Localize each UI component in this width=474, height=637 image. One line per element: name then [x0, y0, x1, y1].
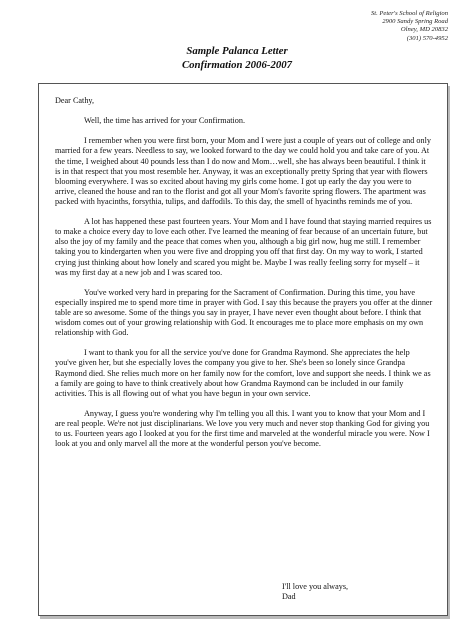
paragraph-6: Anyway, I guess you're wondering why I'm telling you all this. I want you to know that your Mom and I are real people. We're not just disciplinarians. We love you very much and never stop thanking God for giving you to us. Fourteen years ago I looked at you for the first time and marveled at the wonderful miracle you were. Now I look at you and only marvel all the more at the wonderful person you've become.: [55, 408, 430, 449]
document-title: [0, 44, 474, 72]
letter-body: [55, 96, 433, 459]
paragraph-2: I remember when you were first born, your Mom and I were just a couple of years out of college and only married for a few years. Needless to say, we looked forward to the day we could hold you and take care of you. At the time, I weighed about 40 pounds less than I do now and Mom…well, she has always been beautiful. I think it is in that respect that you most resemble her. Anyway, it was an exceptionally pretty Spring that year with flowers blooming everywhere. I was so excited about having my girls come home. I got up early the day you were to arrive, cleaned the house and ran to the florist and got all your Mom's favorite spring flowers. The apartment was packed with hyacinths, forsythia, tulips, and daffodils. To this day, the smell of hyacinths reminds me of you.: [55, 136, 431, 206]
paragraph-3: A lot has happened these past fourteen years. Your Mom and I have found that staying married requires us to make a choice every day to love each other. I've learned the meaning of fear because of an uncertain future, but also the joy of my family and the peace that comes when you, although a big girl now, hug me still. I remember taking you to kindergarten when you were five and dropping you off that first day. On my way to work, I started crying just thinking about how lonely and scared you might be. Maybe I was really feeling sorry for myself – it was my first day at a new job and I was scared too.: [55, 217, 432, 277]
school-street: 2900 Sandy Spring Road: [382, 18, 448, 26]
salutation: Dear Cathy,: [55, 96, 95, 105]
paragraph-5: I want to thank you for all the service you've done for Grandma Raymond. She appreciates the help you've given her, but she especially loves the company you give to her. She's been so lonely since Grandpa Raymond died. She relies much more on her family now for the comfort, love and support she needs. I think we as a family are going to have to think creatively about how Grandma Raymond can be included in our family activities. This is all flowing out of what you have begun in your own service.: [55, 348, 431, 398]
closing-line: I'll love you always,: [282, 582, 349, 591]
school-name: St. Peter's School of Religion: [370, 10, 448, 17]
school-phone: (301) 570-4952: [406, 34, 448, 42]
signoff-block: [282, 582, 348, 602]
paragraph-4: You've worked very hard in preparing for the Sacrament of Confirmation. During this time, you have especially inspired me to spend more time in prayer with God. I say this because the prayers you offer at the dinner table are so awesome. Some of the things you say in prayer, I have never even thought about before. I think that wisdom comes out of your growing relationship with God. It encourages me to place more emphasis on my own relationship with God.: [55, 287, 433, 338]
title-line-2: Confirmation 2006-2007: [181, 59, 293, 71]
signature: Dad: [282, 592, 296, 602]
title-line-1: Sample Palanca Letter: [186, 45, 288, 57]
school-address-block: [371, 10, 448, 43]
school-city: Olney, MD 20832: [400, 26, 448, 34]
paragraph-1: Well, the time has arrived for your Confirmation.: [84, 116, 245, 126]
